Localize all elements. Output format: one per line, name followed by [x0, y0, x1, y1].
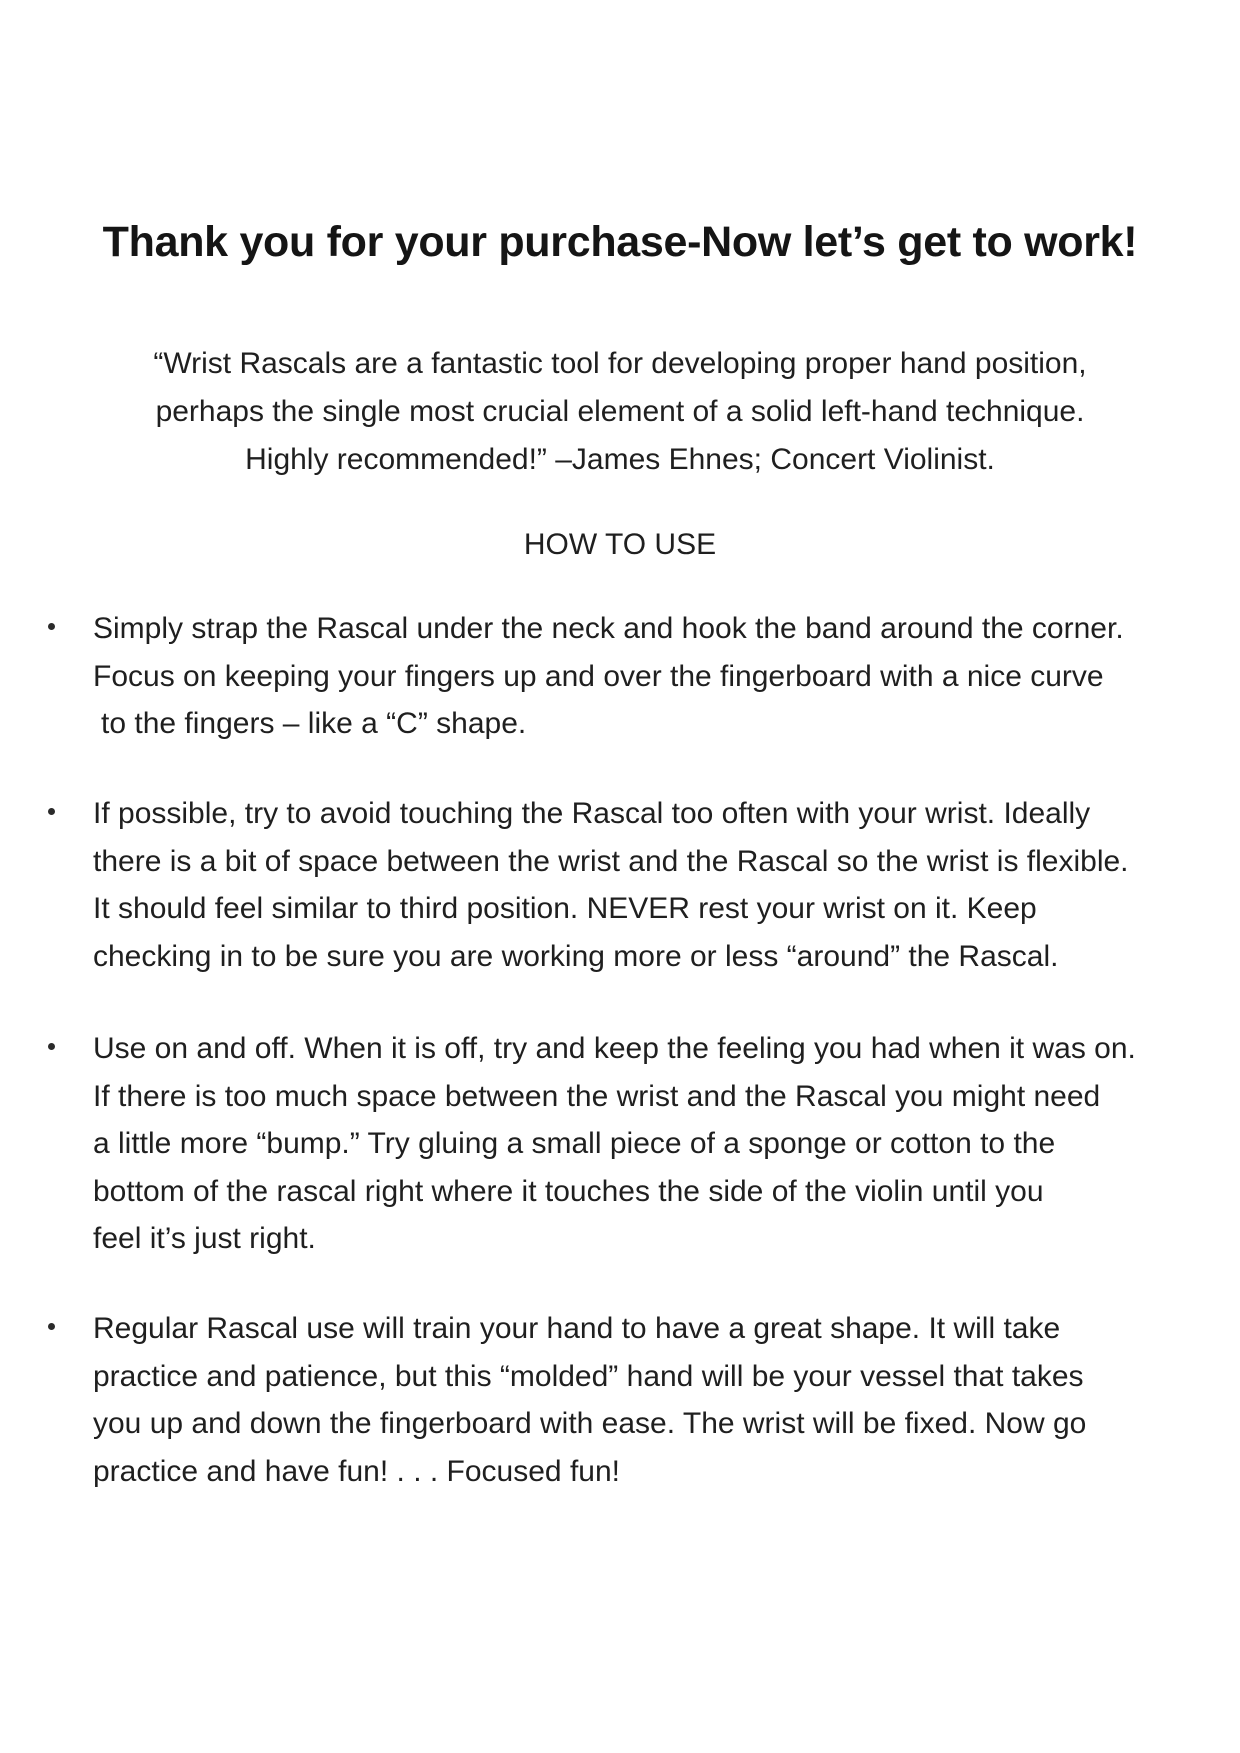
- page-title: Thank you for your purchase-Now let’s get to work!: [102, 218, 1138, 266]
- instruction-text: [93, 790, 1188, 980]
- testimonial-quote: [90, 340, 1150, 484]
- instruction-line: you up and down the fingerboard with ease. The wrist will be fixed. Now go: [93, 1407, 1087, 1440]
- instruction-line: checking in to be sure you are working more or less “around” the Rascal.: [93, 939, 1059, 973]
- instruction-line: practice and patience, but this “molded” hand will be your vessel that takes: [93, 1359, 1084, 1393]
- instruction-line: a little more “bump.” Try gluing a small piece of a sponge or cotton to the: [93, 1127, 1056, 1160]
- how-to-use-heading: HOW TO USE: [523, 528, 717, 561]
- instruction-line: to the fingers – like a “C” shape.: [101, 707, 527, 740]
- instruction-line: bottom of the rascal right where it touches the side of the violin until you: [93, 1174, 1044, 1208]
- quote-line: “Wrist Rascals are a fantastic tool for developing proper hand position,: [153, 347, 1087, 380]
- bullet-icon: [48, 1043, 55, 1050]
- instruction-line: practice and have fun! . . . Focused fun!: [93, 1454, 620, 1488]
- quote-line: Highly recommended!” –James Ehnes; Concert Violinist.: [245, 443, 995, 476]
- instruction-line: It should feel similar to third position. NEVER rest your wrist on it. Keep: [93, 892, 1037, 925]
- quote-line: perhaps the single most crucial element of a solid left-hand technique.: [155, 395, 1085, 428]
- instruction-line: Simply strap the Rascal under the neck and hook the band around the corner.: [93, 612, 1124, 645]
- instruction-line: feel it’s just right.: [93, 1222, 316, 1255]
- instruction-text: [93, 605, 1188, 748]
- instruction-line: If there is too much space between the wrist and the Rascal you might need: [93, 1079, 1101, 1113]
- instruction-line: If possible, try to avoid touching the Rascal too often with your wrist. Ideally: [93, 797, 1091, 830]
- instruction-text: [93, 1025, 1188, 1263]
- instruction-line: Use on and off. When it is off, try and keep the feeling you had when it was on.: [93, 1032, 1136, 1065]
- instruction-line: there is a bit of space between the wrist and the Rascal so the wrist is flexible.: [93, 844, 1129, 878]
- bullet-icon: [48, 1323, 55, 1330]
- bullet-icon: [48, 808, 55, 815]
- bullet-icon: [48, 623, 55, 630]
- instruction-line: Focus on keeping your fingers up and over the fingerboard with a nice curve: [93, 659, 1104, 693]
- instruction-line: Regular Rascal use will train your hand to have a great shape. It will take: [93, 1312, 1061, 1345]
- instruction-text: [93, 1305, 1188, 1495]
